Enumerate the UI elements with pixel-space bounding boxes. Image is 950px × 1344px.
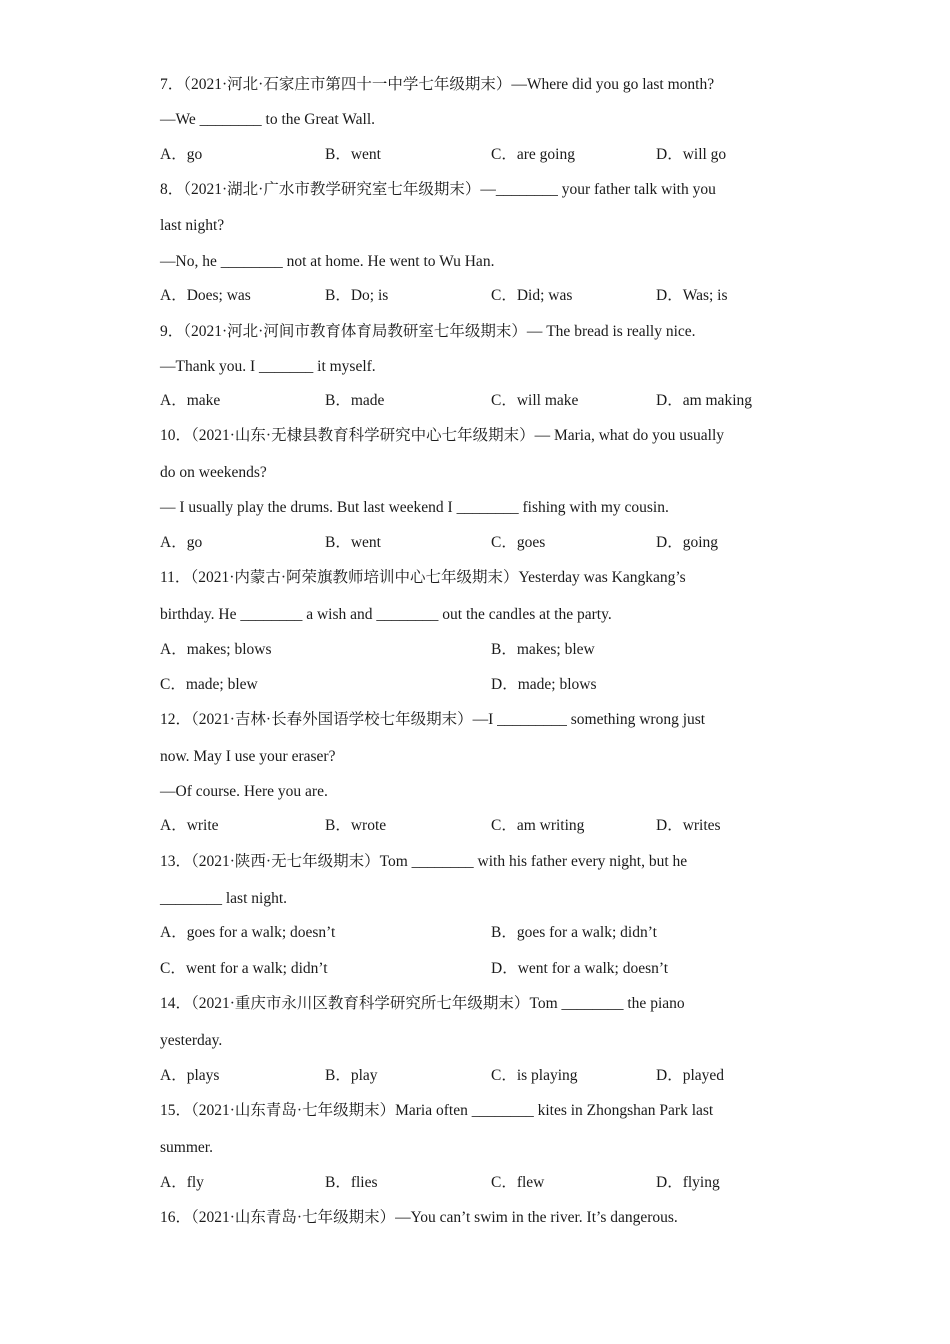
question-number: 16． — [160, 1209, 192, 1226]
question-source: （2021·河北·河间市教育体育局教研室七年级期末） — [183, 323, 527, 340]
question-source: （2021·吉林·长春外国语学校七年级期末） — [191, 711, 473, 728]
question-source: （2021·河北·石家庄市第四十一中学七年级期末） — [183, 76, 512, 93]
question-13-line: ________ last night. — [160, 890, 288, 907]
question-15-option-d: D．flying — [656, 1174, 720, 1191]
question-15-line: summer. — [160, 1139, 213, 1156]
question-source: （2021·重庆市永川区教育科学研究所七年级期末） — [191, 995, 530, 1012]
question-13-option-d: D．went for a walk; doesn’t — [491, 960, 669, 977]
question-14-option-c: C．is playing — [491, 1067, 578, 1084]
question-text: Tom ________ the piano — [529, 995, 685, 1012]
question-12-option-a: A．write — [160, 817, 219, 834]
question-8-line: last night? — [160, 217, 225, 234]
question-text: Yesterday was Kangkang’s — [518, 569, 686, 586]
question-number: 14． — [160, 995, 192, 1012]
question-8-stem — [160, 180, 716, 200]
question-11-option-b: B．makes; blew — [491, 641, 595, 658]
question-7-option-b: B．went — [325, 146, 381, 163]
question-14-line: yesterday. — [160, 1032, 223, 1049]
question-7-stem — [160, 75, 714, 95]
question-10-option-a: A．go — [160, 534, 203, 551]
question-12-option-b: B．wrote — [325, 817, 387, 834]
question-15-option-c: C．flew — [491, 1174, 545, 1191]
question-number: 15． — [160, 1102, 192, 1119]
question-text: —________ your father talk with you — [480, 181, 716, 198]
question-13-option-a: A．goes for a walk; doesn’t — [160, 924, 336, 941]
question-14-option-b: B．play — [325, 1067, 378, 1084]
question-12-option-d: D．writes — [656, 817, 721, 834]
question-number: 9． — [160, 323, 184, 340]
question-11-option-d: D．made; blows — [491, 676, 597, 693]
question-14-option-a: A．plays — [160, 1067, 220, 1084]
question-9-stem — [160, 322, 696, 342]
question-7-option-d: D．will go — [656, 146, 727, 163]
question-source: （2021·陕西·无七年级期末） — [191, 853, 380, 870]
question-13-option-c: C．went for a walk; didn’t — [160, 960, 328, 977]
question-source: （2021·湖北·广水市教学研究室七年级期末） — [183, 181, 481, 198]
question-source: （2021·内蒙古·阿荣旗教师培训中心七年级期末） — [190, 569, 519, 586]
question-8-option-b: B．Do; is — [325, 287, 389, 304]
question-10-line: do on weekends? — [160, 464, 267, 481]
question-12-line: —Of course. Here you are. — [160, 783, 328, 800]
question-number: 11． — [160, 569, 191, 586]
question-text: —Where did you go last month? — [511, 76, 715, 93]
question-9-option-d: D．am making — [656, 392, 752, 409]
question-11-option-c: C．made; blew — [160, 676, 258, 693]
question-8-line: —No, he ________ not at home. He went to Wu Han. — [160, 253, 495, 270]
question-12-option-c: C．am writing — [491, 817, 585, 834]
question-7-line: —We ________ to the Great Wall. — [160, 111, 376, 128]
question-9-option-b: B．made — [325, 392, 385, 409]
question-text: Maria often ________ kites in Zhongshan Park last — [395, 1102, 714, 1119]
question-11-line: birthday. He ________ a wish and ________ out the candles at the party. — [160, 606, 612, 623]
question-source: （2021·山东·无棣县教育科学研究中心七年级期末） — [191, 427, 535, 444]
question-number: 12． — [160, 711, 192, 728]
question-number: 13． — [160, 853, 192, 870]
question-8-option-d: D．Was; is — [656, 287, 728, 304]
question-10-option-d: D．going — [656, 534, 719, 551]
question-text: Tom ________ with his father every night, but he — [379, 853, 688, 870]
question-8-option-a: A．Does; was — [160, 287, 251, 304]
question-13-stem — [160, 852, 687, 872]
question-10-line: — I usually play the drums. But last weekend I ________ fishing with my cousin. — [160, 499, 669, 516]
question-number: 10． — [160, 427, 192, 444]
question-text: —You can’t swim in the river. It’s dangerous. — [395, 1209, 678, 1226]
question-11-stem — [160, 568, 686, 588]
question-15-stem — [160, 1101, 713, 1121]
question-14-stem — [160, 994, 685, 1014]
question-text: — Maria, what do you usually — [534, 427, 725, 444]
question-text: —I _________ something wrong just — [472, 711, 706, 728]
question-10-option-b: B．went — [325, 534, 381, 551]
question-text: — The bread is really nice. — [526, 323, 696, 340]
question-7-option-a: A．go — [160, 146, 203, 163]
question-9-option-a: A．make — [160, 392, 221, 409]
question-10-option-c: C．goes — [491, 534, 546, 551]
question-12-line: now. May I use your eraser? — [160, 748, 336, 765]
question-9-option-c: C．will make — [491, 392, 579, 409]
question-source: （2021·山东青岛·七年级期末） — [191, 1209, 396, 1226]
question-10-stem — [160, 426, 724, 446]
question-14-option-d: D．played — [656, 1067, 725, 1084]
question-15-option-a: A．fly — [160, 1174, 204, 1191]
question-7-option-c: C．are going — [491, 146, 575, 163]
question-9-line: —Thank you. I _______ it myself. — [160, 358, 376, 375]
question-16-stem — [160, 1208, 678, 1228]
question-source: （2021·山东青岛·七年级期末） — [191, 1102, 396, 1119]
question-11-option-a: A．makes; blows — [160, 641, 272, 658]
question-12-stem — [160, 710, 705, 730]
question-15-option-b: B．flies — [325, 1174, 378, 1191]
question-number: 8． — [160, 181, 184, 198]
question-number: 7． — [160, 76, 184, 93]
question-13-option-b: B．goes for a walk; didn’t — [491, 924, 657, 941]
question-8-option-c: C．Did; was — [491, 287, 573, 304]
